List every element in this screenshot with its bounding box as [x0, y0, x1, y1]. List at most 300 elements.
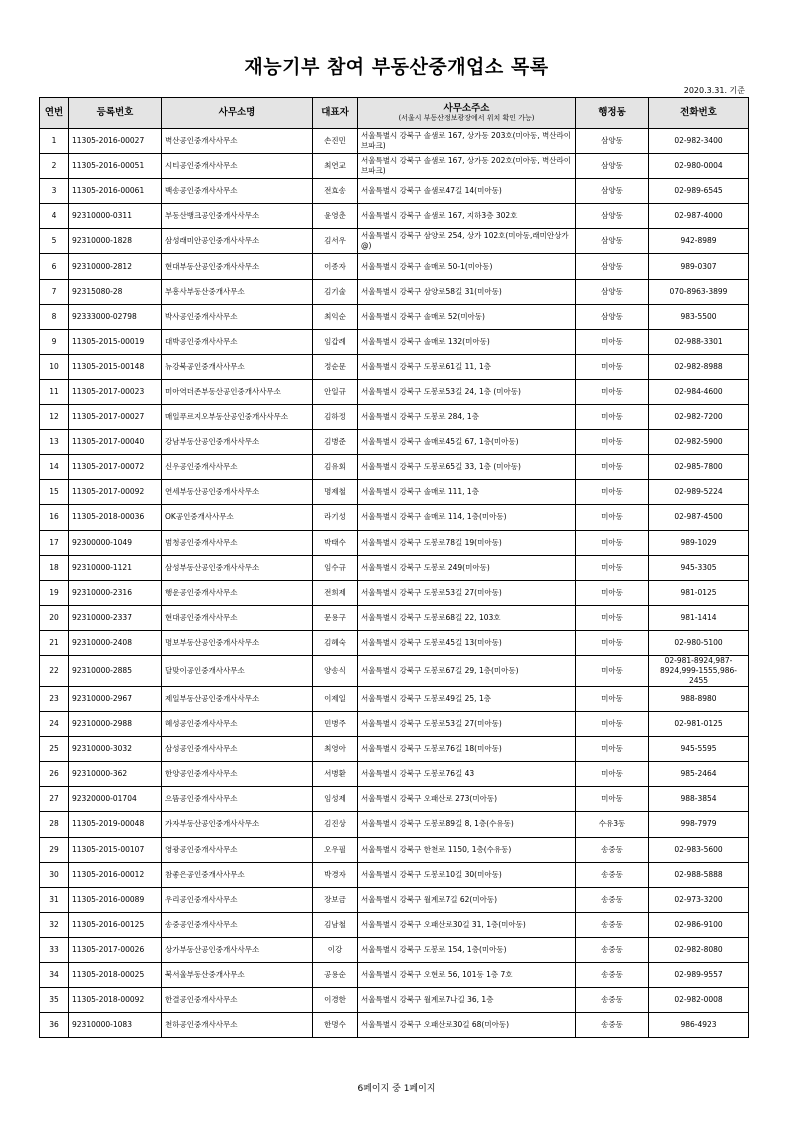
cell-dong: 송중동	[576, 937, 649, 962]
cell-office: 명보부동산공인중개사사무소	[162, 630, 313, 655]
cell-no: 27	[40, 787, 69, 812]
cell-rep: 문용구	[313, 605, 358, 630]
cell-reg: 11305-2015-00148	[69, 354, 162, 379]
cell-no: 34	[40, 963, 69, 988]
cell-reg: 92310000-2967	[69, 686, 162, 711]
cell-rep: 김병준	[313, 430, 358, 455]
cell-no: 19	[40, 580, 69, 605]
cell-office: 송중공인중개사사무소	[162, 912, 313, 937]
table-row	[40, 630, 749, 655]
cell-reg: 11305-2017-00092	[69, 480, 162, 505]
table-row	[40, 480, 749, 505]
table-body	[40, 129, 749, 1038]
cell-reg: 11305-2017-00026	[69, 937, 162, 962]
cell-office: 상가부동산공인중개사사무소	[162, 937, 313, 962]
cell-rep: 박경자	[313, 862, 358, 887]
cell-no: 21	[40, 630, 69, 655]
cell-addr: 서울특별시 강북구 도봉로78길 19(미아동)	[358, 530, 576, 555]
cell-tel: 02-981-0125	[649, 712, 749, 737]
table-row	[40, 505, 749, 530]
cell-rep: 전희제	[313, 580, 358, 605]
cell-no: 16	[40, 505, 69, 530]
cell-office: 혜성공인중개사사무소	[162, 712, 313, 737]
cell-no: 24	[40, 712, 69, 737]
cell-rep: 김남철	[313, 912, 358, 937]
cell-rep: 이강	[313, 937, 358, 962]
table-row	[40, 988, 749, 1013]
cell-rep: 김유회	[313, 455, 358, 480]
cell-addr: 서울특별시 강북구 도봉로 154, 1층(미아동)	[358, 937, 576, 962]
cell-addr: 서울특별시 강북구 도봉로53길 27(미아동)	[358, 580, 576, 605]
cell-office: 미아역더존부동산공인중개사사무소	[162, 379, 313, 404]
cell-addr: 서울특별시 강북구 도봉로61길 11, 1층	[358, 354, 576, 379]
cell-no: 2	[40, 154, 69, 179]
cell-dong: 미아동	[576, 787, 649, 812]
cell-addr: 서울특별시 강북구 도봉로76길 43	[358, 762, 576, 787]
cell-no: 13	[40, 430, 69, 455]
table-row	[40, 912, 749, 937]
cell-tel: 942-8989	[649, 229, 749, 254]
cell-office: 부동산뱅크공인중개사사무소	[162, 204, 313, 229]
cell-reg: 92310000-3032	[69, 737, 162, 762]
cell-no: 33	[40, 937, 69, 962]
cell-reg: 11305-2017-00040	[69, 430, 162, 455]
cell-no: 3	[40, 179, 69, 204]
table-row	[40, 204, 749, 229]
header-dong: 행정동	[576, 98, 649, 129]
cell-addr: 서울특별시 강북구 한천로 1150, 1층(수유동)	[358, 837, 576, 862]
cell-reg: 11305-2016-00012	[69, 862, 162, 887]
cell-rep: 이제일	[313, 686, 358, 711]
cell-no: 15	[40, 480, 69, 505]
header-rep: 대표자	[313, 98, 358, 129]
cell-office: 우리공인중개사사무소	[162, 887, 313, 912]
cell-office: 박사공인중개사사무소	[162, 304, 313, 329]
table-row	[40, 1013, 749, 1038]
cell-office: 삼성공인중개사사무소	[162, 737, 313, 762]
table-row	[40, 354, 749, 379]
page-footer: 6페이지 중 1페이지	[357, 1084, 436, 1094]
cell-rep: 민병주	[313, 712, 358, 737]
cell-office: 뉴강북공인중개사사무소	[162, 354, 313, 379]
header-reg: 등록번호	[69, 98, 162, 129]
cell-reg: 11305-2018-00036	[69, 505, 162, 530]
cell-tel: 02-982-3400	[649, 129, 749, 154]
table-row	[40, 279, 749, 304]
cell-dong: 송중동	[576, 887, 649, 912]
cell-reg: 92310000-2337	[69, 605, 162, 630]
cell-no: 29	[40, 837, 69, 862]
cell-tel: 983-5500	[649, 304, 749, 329]
cell-tel: 02-982-8080	[649, 937, 749, 962]
cell-no: 25	[40, 737, 69, 762]
cell-reg: 92310000-2885	[69, 655, 162, 686]
cell-tel: 02-989-6545	[649, 179, 749, 204]
cell-addr: 서울특별시 강북구 솔샘로 167, 지하3층 302호	[358, 204, 576, 229]
table-row	[40, 963, 749, 988]
cell-no: 11	[40, 379, 69, 404]
cell-office: 강남부동산공인중개사사무소	[162, 430, 313, 455]
table-row	[40, 530, 749, 555]
cell-no: 20	[40, 605, 69, 630]
cell-rep: 임갑례	[313, 329, 358, 354]
table-row	[40, 229, 749, 254]
cell-addr: 서울특별시 강북구 도봉로 249(미아동)	[358, 555, 576, 580]
cell-rep: 공용순	[313, 963, 358, 988]
cell-no: 6	[40, 254, 69, 279]
cell-dong: 미아동	[576, 530, 649, 555]
cell-rep: 최익순	[313, 304, 358, 329]
cell-rep: 김혜숙	[313, 630, 358, 655]
table-row	[40, 937, 749, 962]
cell-dong: 미아동	[576, 480, 649, 505]
cell-dong: 수유3동	[576, 812, 649, 837]
cell-rep: 김기술	[313, 279, 358, 304]
cell-reg: 11305-2018-00025	[69, 963, 162, 988]
cell-dong: 송중동	[576, 963, 649, 988]
cell-addr: 서울특별시 강북구 도봉로89길 8, 1층(수유동)	[358, 812, 576, 837]
cell-office: 가자부동산공인중개사사무소	[162, 812, 313, 837]
cell-dong: 미아동	[576, 737, 649, 762]
cell-addr: 서울특별시 강북구 도봉로10길 30(미아동)	[358, 862, 576, 887]
cell-office: 제일부동산공인중개사사무소	[162, 686, 313, 711]
cell-no: 1	[40, 129, 69, 154]
cell-addr: 서울특별시 강북구 솔매로45길 67, 1층(미아동)	[358, 430, 576, 455]
cell-dong: 미아동	[576, 329, 649, 354]
cell-reg: 92310000-1121	[69, 555, 162, 580]
cell-dong: 미아동	[576, 505, 649, 530]
cell-no: 30	[40, 862, 69, 887]
cell-addr: 서울특별시 강북구 삼양로58길 31(미아동)	[358, 279, 576, 304]
cell-no: 7	[40, 279, 69, 304]
cell-dong: 송중동	[576, 912, 649, 937]
table-row	[40, 762, 749, 787]
cell-no: 10	[40, 354, 69, 379]
cell-dong: 삼양동	[576, 254, 649, 279]
cell-tel: 02-986-9100	[649, 912, 749, 937]
cell-office: 천하공인중개사사무소	[162, 1013, 313, 1038]
cell-tel: 02-982-8988	[649, 354, 749, 379]
cell-addr: 서울특별시 강북구 도봉로49길 25, 1층	[358, 686, 576, 711]
cell-addr: 서울특별시 강북구 월계로7길 62(미아동)	[358, 887, 576, 912]
cell-reg: 11305-2016-00125	[69, 912, 162, 937]
table-row	[40, 129, 749, 154]
cell-addr: 서울특별시 강북구 도봉로45길 13(미아동)	[358, 630, 576, 655]
cell-addr: 서울특별시 강북구 오패산로 273(미아동)	[358, 787, 576, 812]
cell-reg: 92310000-2408	[69, 630, 162, 655]
cell-no: 35	[40, 988, 69, 1013]
cell-office: 현대부동산공인중개사사무소	[162, 254, 313, 279]
table-row	[40, 430, 749, 455]
cell-reg: 11305-2015-00019	[69, 329, 162, 354]
cell-reg: 11305-2017-00072	[69, 455, 162, 480]
cell-dong: 삼양동	[576, 279, 649, 304]
cell-dong: 송중동	[576, 862, 649, 887]
cell-office: 백송공인중개사사무소	[162, 179, 313, 204]
cell-tel: 02-980-0004	[649, 154, 749, 179]
cell-addr: 서울특별시 강북구 솔매로 111, 1층	[358, 480, 576, 505]
cell-rep: 장보금	[313, 887, 358, 912]
table-row	[40, 405, 749, 430]
cell-tel: 945-5595	[649, 737, 749, 762]
cell-dong: 미아동	[576, 455, 649, 480]
cell-dong: 삼양동	[576, 179, 649, 204]
table-row	[40, 379, 749, 404]
cell-reg: 11305-2016-00061	[69, 179, 162, 204]
cell-rep: 이경한	[313, 988, 358, 1013]
header-tel: 전화번호	[649, 98, 749, 129]
cell-office: 으뜸공인중개사사무소	[162, 787, 313, 812]
cell-tel: 02-982-0008	[649, 988, 749, 1013]
cell-addr: 서울특별시 강북구 솔매로 52(미아동)	[358, 304, 576, 329]
table-row	[40, 304, 749, 329]
cell-office: 벽산공인중개사사무소	[162, 129, 313, 154]
header-no: 연번	[40, 98, 69, 129]
cell-reg: 11305-2016-00027	[69, 129, 162, 154]
cell-addr: 서울특별시 강북구 솔샘로 167, 상가동 202호(미아동, 벽산라이브파크)	[358, 154, 576, 179]
cell-office: 대박공인중개사사무소	[162, 329, 313, 354]
table-row	[40, 555, 749, 580]
cell-tel: 02-988-3301	[649, 329, 749, 354]
cell-no: 26	[40, 762, 69, 787]
table-row	[40, 154, 749, 179]
cell-reg: 92310000-2988	[69, 712, 162, 737]
cell-reg: 92310000-2812	[69, 254, 162, 279]
cell-reg: 11305-2017-00023	[69, 379, 162, 404]
cell-tel: 988-3854	[649, 787, 749, 812]
cell-no: 12	[40, 405, 69, 430]
cell-rep: 김서우	[313, 229, 358, 254]
cell-no: 4	[40, 204, 69, 229]
cell-no: 8	[40, 304, 69, 329]
cell-office: 달맞이공인중개사사무소	[162, 655, 313, 686]
cell-tel: 989-1029	[649, 530, 749, 555]
cell-tel: 998-7979	[649, 812, 749, 837]
cell-dong: 삼양동	[576, 229, 649, 254]
cell-rep: 오우필	[313, 837, 358, 862]
cell-office: 연세부동산공인중개사사무소	[162, 480, 313, 505]
table-row	[40, 862, 749, 887]
cell-office: 한양공인중개사사무소	[162, 762, 313, 787]
cell-tel: 02-982-5900	[649, 430, 749, 455]
cell-addr: 서울특별시 강북구 도봉로 284, 1층	[358, 405, 576, 430]
cell-office: 신우공인중개사사무소	[162, 455, 313, 480]
cell-tel: 989-0307	[649, 254, 749, 279]
cell-dong: 미아동	[576, 430, 649, 455]
cell-rep: 한명수	[313, 1013, 358, 1038]
table-row	[40, 712, 749, 737]
cell-rep: 양송식	[313, 655, 358, 686]
cell-reg: 11305-2016-00051	[69, 154, 162, 179]
table-row	[40, 580, 749, 605]
cell-tel: 02-987-4500	[649, 505, 749, 530]
cell-office: 시티공인중개사사무소	[162, 154, 313, 179]
cell-tel: 988-8980	[649, 686, 749, 711]
cell-dong: 미아동	[576, 605, 649, 630]
cell-tel: 981-0125	[649, 580, 749, 605]
cell-rep: 손진민	[313, 129, 358, 154]
cell-office: 북서울부동산중개사무소	[162, 963, 313, 988]
cell-no: 28	[40, 812, 69, 837]
cell-addr: 서울특별시 강북구 오패산로30길 31, 1층(미아동)	[358, 912, 576, 937]
cell-tel: 02-980-5100	[649, 630, 749, 655]
cell-addr: 서울특별시 강북구 솔매로 114, 1층(미아동)	[358, 505, 576, 530]
cell-office: 영광공인중개사사무소	[162, 837, 313, 862]
cell-reg: 11305-2015-00107	[69, 837, 162, 862]
cell-tel: 981-1414	[649, 605, 749, 630]
cell-no: 5	[40, 229, 69, 254]
cell-reg: 92320000-01704	[69, 787, 162, 812]
cell-dong: 미아동	[576, 686, 649, 711]
cell-dong: 삼양동	[576, 154, 649, 179]
cell-addr: 서울특별시 강북구 솔샘로47길 14(미아동)	[358, 179, 576, 204]
table-row	[40, 812, 749, 837]
cell-rep: 정순문	[313, 354, 358, 379]
cell-addr: 서울특별시 강북구 도봉로53길 24, 1층 (미아동)	[358, 379, 576, 404]
cell-rep: 임수규	[313, 555, 358, 580]
cell-addr: 서울특별시 강북구 삼양로 254, 상가 102호(미아동,래미안상가@)	[358, 229, 576, 254]
cell-no: 22	[40, 655, 69, 686]
cell-tel: 02-985-7800	[649, 455, 749, 480]
table-row	[40, 329, 749, 354]
cell-no: 17	[40, 530, 69, 555]
page-title: 재능기부 참여 부동산중개업소 목록	[244, 56, 549, 78]
cell-tel: 02-989-5224	[649, 480, 749, 505]
cell-tel: 945-3305	[649, 555, 749, 580]
table-row	[40, 655, 749, 686]
cell-reg: 92310000-1828	[69, 229, 162, 254]
cell-addr: 서울특별시 강북구 도봉로76길 18(미아동)	[358, 737, 576, 762]
cell-tel: 986-4923	[649, 1013, 749, 1038]
cell-dong: 미아동	[576, 712, 649, 737]
table-row	[40, 787, 749, 812]
cell-no: 23	[40, 686, 69, 711]
cell-dong: 삼양동	[576, 304, 649, 329]
cell-addr: 서울특별시 강북구 오패산로30길 68(미아동)	[358, 1013, 576, 1038]
header-office: 사무소명	[162, 98, 313, 129]
cell-addr: 서울특별시 강북구 도봉로65길 33, 1층 (미아동)	[358, 455, 576, 480]
cell-tel: 985-2464	[649, 762, 749, 787]
cell-dong: 미아동	[576, 762, 649, 787]
cell-reg: 11305-2017-00027	[69, 405, 162, 430]
cell-reg: 92310000-2316	[69, 580, 162, 605]
cell-reg: 92333000-02798	[69, 304, 162, 329]
cell-addr: 서울특별시 강북구 월계로7나길 36, 1층	[358, 988, 576, 1013]
cell-rep: 라기성	[313, 505, 358, 530]
cell-tel: 02-981-8924,987-8924,999-1555,986-2455	[649, 655, 749, 686]
cell-rep: 임성제	[313, 787, 358, 812]
cell-reg: 11305-2016-00089	[69, 887, 162, 912]
cell-dong: 미아동	[576, 630, 649, 655]
cell-office: 부흥사부동산중개사무소	[162, 279, 313, 304]
cell-tel: 02-982-7200	[649, 405, 749, 430]
cell-office: 행운공인중개사사무소	[162, 580, 313, 605]
cell-tel: 070-8963-3899	[649, 279, 749, 304]
cell-reg: 11305-2019-00048	[69, 812, 162, 837]
cell-dong: 송중동	[576, 1013, 649, 1038]
table-row	[40, 837, 749, 862]
table-row	[40, 686, 749, 711]
cell-office: 현대공인중개사사무소	[162, 605, 313, 630]
cell-reg: 92310000-362	[69, 762, 162, 787]
base-date: 2020.3.31. 기준	[683, 86, 745, 95]
cell-office: 참좋은공인중개사사무소	[162, 862, 313, 887]
cell-reg: 92315080-28	[69, 279, 162, 304]
cell-dong: 미아동	[576, 405, 649, 430]
cell-dong: 미아동	[576, 655, 649, 686]
cell-dong: 삼양동	[576, 204, 649, 229]
cell-no: 14	[40, 455, 69, 480]
cell-rep: 전효송	[313, 179, 358, 204]
header-addr-main: 사무소주소	[443, 102, 490, 114]
table-row	[40, 455, 749, 480]
cell-dong: 미아동	[576, 379, 649, 404]
cell-rep: 최연교	[313, 154, 358, 179]
office-table	[39, 97, 749, 1038]
table-row	[40, 179, 749, 204]
cell-dong: 미아동	[576, 580, 649, 605]
table-row	[40, 887, 749, 912]
cell-no: 9	[40, 329, 69, 354]
cell-rep: 박태수	[313, 530, 358, 555]
header-addr-sub: (서울시 부동산정보광장에서 위치 확인 가능)	[398, 113, 535, 122]
cell-rep: 김진상	[313, 812, 358, 837]
cell-addr: 서울특별시 강북구 솔매로 50-1(미아동)	[358, 254, 576, 279]
cell-tel: 02-988-5888	[649, 862, 749, 887]
cell-dong: 송중동	[576, 988, 649, 1013]
cell-no: 32	[40, 912, 69, 937]
table-row	[40, 605, 749, 630]
cell-reg: 92300000-1049	[69, 530, 162, 555]
cell-tel: 02-989-9557	[649, 963, 749, 988]
cell-rep: 김하정	[313, 405, 358, 430]
cell-addr: 서울특별시 강북구 솔매로 132(미아동)	[358, 329, 576, 354]
cell-dong: 미아동	[576, 354, 649, 379]
cell-tel: 02-984-4600	[649, 379, 749, 404]
cell-rep: 최영아	[313, 737, 358, 762]
cell-rep: 윤영춘	[313, 204, 358, 229]
cell-no: 36	[40, 1013, 69, 1038]
cell-rep: 명제철	[313, 480, 358, 505]
cell-office: 삼성부동산공인중개사사무소	[162, 555, 313, 580]
cell-office: 한결공인중개사사무소	[162, 988, 313, 1013]
cell-reg: 92310000-1083	[69, 1013, 162, 1038]
cell-reg: 92310000-0311	[69, 204, 162, 229]
cell-tel: 02-987-4000	[649, 204, 749, 229]
cell-rep: 이종자	[313, 254, 358, 279]
table-row	[40, 737, 749, 762]
cell-addr: 서울특별시 강북구 솔샘로 167, 상가동 203호(미아동, 벽산라이브파크)	[358, 129, 576, 154]
cell-rep: 안일규	[313, 379, 358, 404]
cell-office: 범청공인중개사사무소	[162, 530, 313, 555]
cell-rep: 서병환	[313, 762, 358, 787]
cell-dong: 미아동	[576, 555, 649, 580]
cell-no: 18	[40, 555, 69, 580]
table-row	[40, 254, 749, 279]
cell-addr: 서울특별시 강북구 오현로 56, 101동 1층 7호	[358, 963, 576, 988]
cell-addr: 서울특별시 강북구 도봉로67길 29, 1층(미아동)	[358, 655, 576, 686]
cell-dong: 삼양동	[576, 129, 649, 154]
cell-tel: 02-983-5600	[649, 837, 749, 862]
cell-dong: 송중동	[576, 837, 649, 862]
cell-office: 매일푸르지오부동산공인중개사사무소	[162, 405, 313, 430]
cell-tel: 02-973-3200	[649, 887, 749, 912]
cell-addr: 서울특별시 강북구 도봉로53길 27(미아동)	[358, 712, 576, 737]
cell-no: 31	[40, 887, 69, 912]
cell-addr: 서울특별시 강북구 도봉로68길 22, 103호	[358, 605, 576, 630]
header-addr	[358, 98, 576, 129]
cell-office: 삼성래미안공인중개사사무소	[162, 229, 313, 254]
